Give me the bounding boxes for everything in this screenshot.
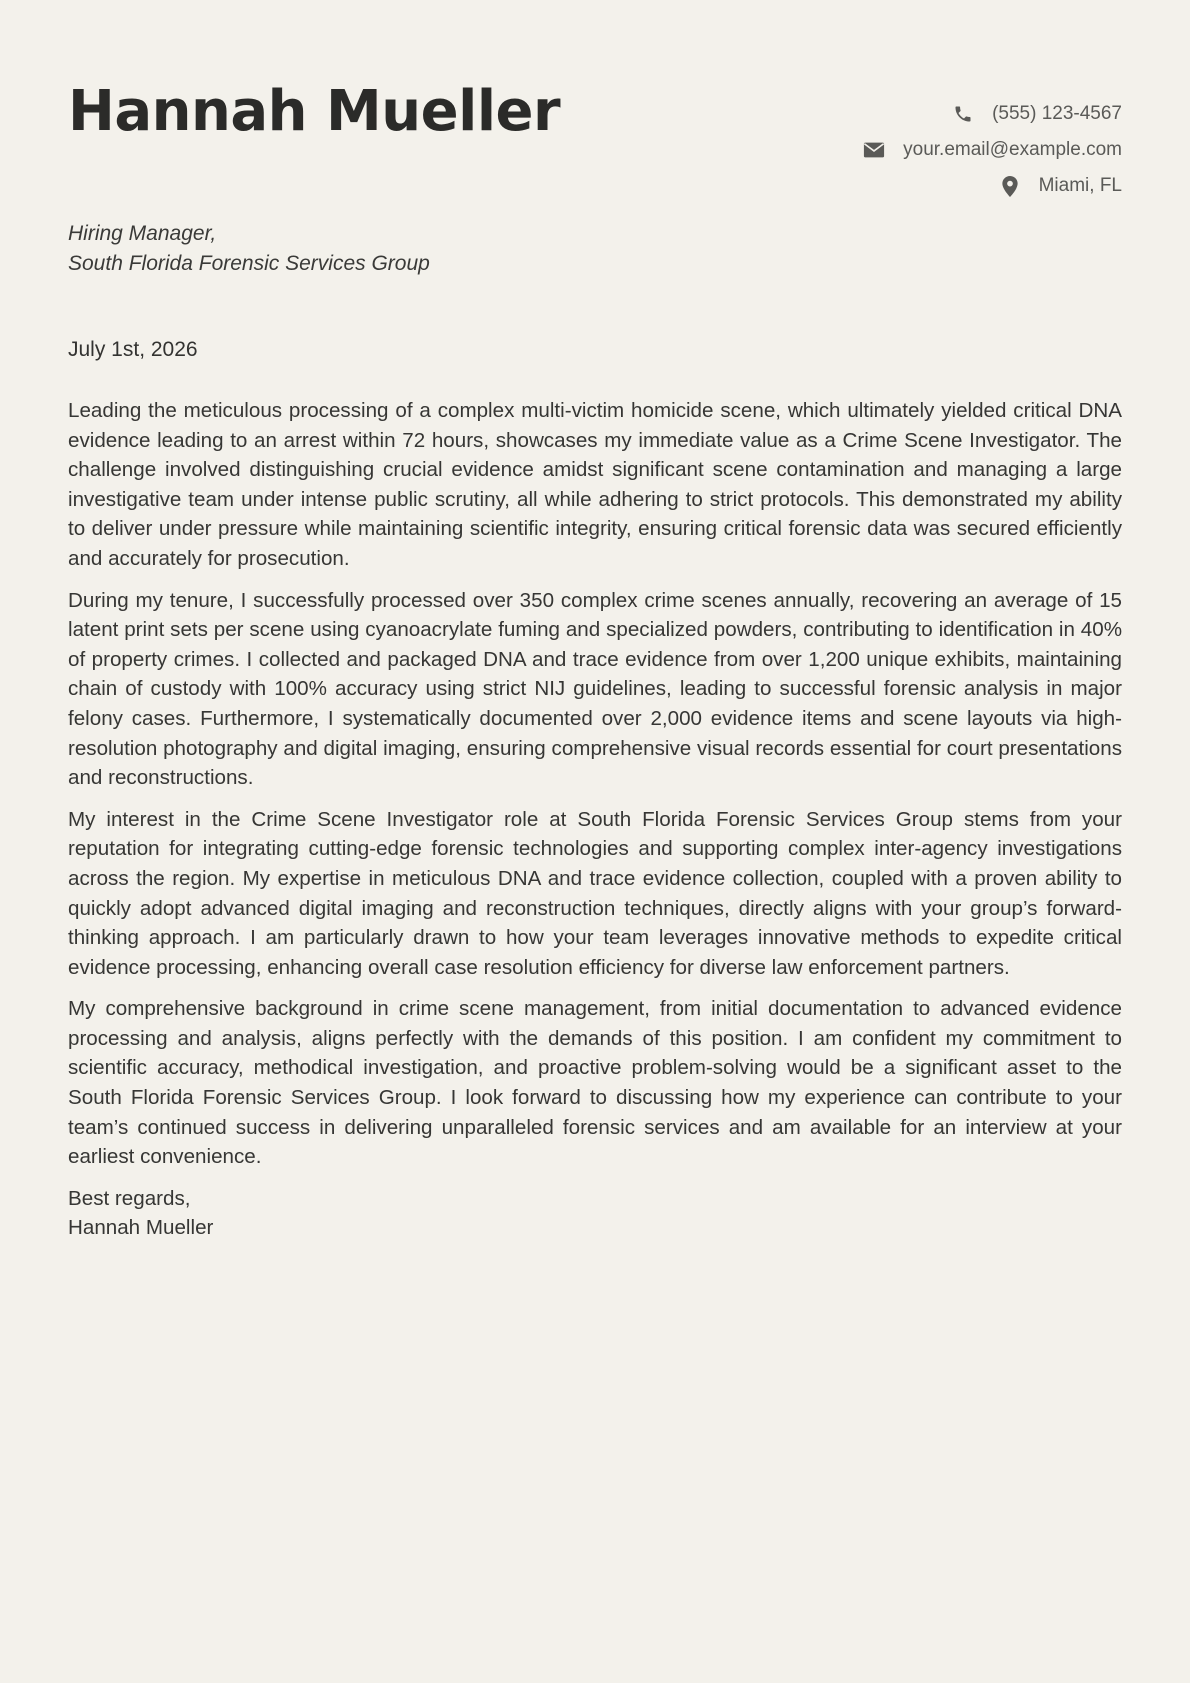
letter-date: July 1st, 2026 bbox=[68, 338, 198, 361]
applicant-name: Hannah Mueller bbox=[68, 79, 561, 144]
contact-block bbox=[863, 96, 1122, 204]
recipient-title: Hiring Manager, bbox=[68, 222, 217, 245]
contact-phone-row bbox=[863, 96, 1122, 132]
contact-location: Miami, FL bbox=[1038, 175, 1122, 196]
contact-location-row bbox=[863, 168, 1122, 204]
contact-phone: (555) 123-4567 bbox=[992, 103, 1122, 124]
contact-email-row bbox=[863, 132, 1122, 168]
body-paragraph-1: Leading the meticulous processing of a complex multi-victim homicide scene, which ultimately yielded critical DNA evidence leading to an arrest within 72 hours, showcases my immediate value as a Crime Scene Investigator. The challenge involved distinguishing crucial evidence amidst significant scene contamination and managing a large investigative team under intense public scrutiny, all while adhering to strict protocols. This demonstrated my ability to deliver under pressure while maintaining scientific integrity, ensuring critical forensic data was secured efficiently and accurately for prosecution. bbox=[68, 399, 1122, 570]
envelope-icon bbox=[863, 139, 885, 161]
body-paragraph-4: My comprehensive background in crime scene management, from initial documentation to advanced evidence processing and analysis, aligns perfectly with the demands of this position. I am confident my commitment to scientific accuracy, methodical investigation, and proactive problem-solving would be a significant asset to the South Florida Forensic Services Group. I look forward to discussing how my experience can contribute to your team’s continued success in delivering unparalleled forensic services and am available for an interview at your earliest convenience. bbox=[68, 997, 1122, 1169]
recipient-block bbox=[68, 219, 430, 279]
closing-block bbox=[68, 1184, 1122, 1243]
contact-email: your.email@example.com bbox=[903, 139, 1122, 160]
body-paragraph-3: My interest in the Crime Scene Investigator role at South Florida Forensic Services Group stems from your reputation for integrating cutting-edge forensic technologies and supporting complex inter-agency investigations across the region. My expertise in meticulous DNA and trace evidence collection, coupled with a proven ability to quickly adopt advanced digital imaging and reconstruction techniques, directly aligns with your group’s forward-thinking approach. I am particularly drawn to how your team leverages innovative methods to expedite critical evidence processing, enhancing overall case resolution efficiency for diverse law enforcement partners. bbox=[68, 807, 1122, 979]
recipient-organization: South Florida Forensic Services Group bbox=[68, 252, 430, 275]
body-paragraph-2: During my tenure, I successfully processed over 350 complex crime scenes annually, recovering an average of 15 latent print sets per scene using cyanoacrylate fuming and specialized powders, contributing to identification in 40% of property crimes. I collected and packaged DNA and trace evidence from over 1,200 unique exhibits, maintaining chain of custody with 100% accuracy using strict NIJ guidelines, leading to successful forensic analysis in major felony cases. Furthermore, I systematically documented over 2,000 evidence items and scene layouts via high-resolution photography and digital imaging, ensuring comprehensive visual records essential for court presentations and reconstructions. bbox=[68, 588, 1122, 790]
closing-salutation: Best regards, bbox=[68, 1186, 191, 1210]
phone-icon bbox=[952, 103, 974, 125]
signature-name: Hannah Mueller bbox=[68, 1216, 214, 1240]
letter-body bbox=[68, 396, 1122, 1243]
map-pin-icon bbox=[999, 175, 1021, 197]
